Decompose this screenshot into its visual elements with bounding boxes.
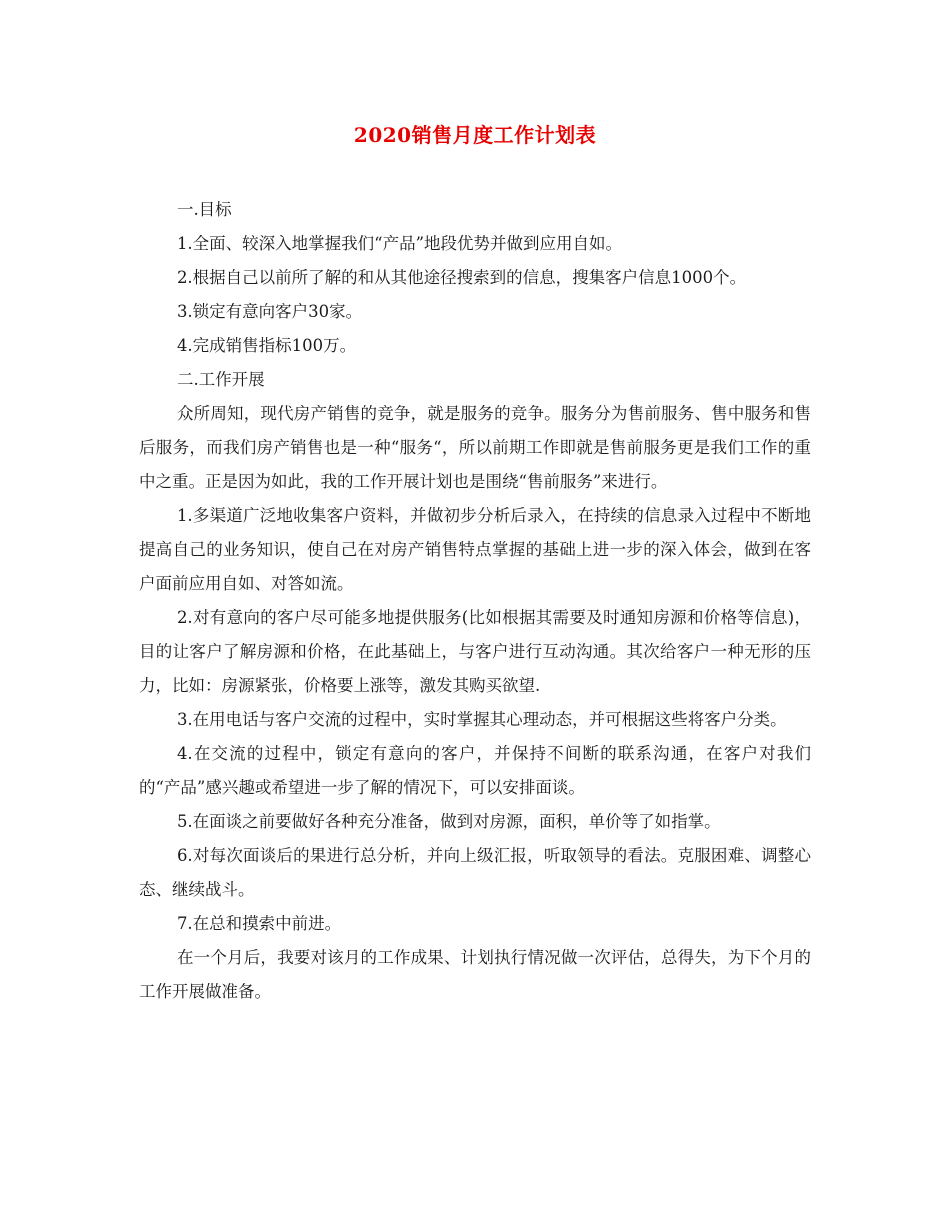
document-body [139,193,811,1009]
work-item-7: 7.在总和摸索中前进。 [176,914,342,933]
section-heading-goals: 一.目标 [176,200,232,219]
work-item-6: 6.对每次面谈后的果进行总分析，并向上级汇报，听取领导的看法。克服困难、调整心态、继续战斗。 [139,846,811,899]
work-item-3: 3.在用电话与客户交流的过程中，实时掌握其心理动态，并可根据这些将客户分类。 [176,710,787,729]
work-item-2: 2.对有意向的客户尽可能多地提供服务(比如根据其需要及时通知房源和价格等信息)，目的让客户了解房源和价格，在此基础上，与客户进行互动沟通。其次给客户一种无形的压力，比如：房源紧张，价格要上涨等，激发其购买欲望. [139,608,811,695]
section-heading-work: 二.工作开展 [176,370,265,389]
work-item-5: 5.在面谈之前要做好各种充分准备，做到对房源，面积，单价等了如指掌。 [176,812,721,831]
work-item-4: 4.在交流的过程中，锁定有意向的客户，并保持不间断的联系沟通，在客户对我们的“产品”感兴趣或希望进一步了解的情况下，可以安排面谈。 [139,744,811,797]
goal-item-4: 4.完成销售指标100万。 [176,336,357,355]
work-intro-paragraph: 众所周知，现代房产销售的竞争，就是服务的竞争。服务分为售前服务、售中服务和售后服务，而我们房产销售也是一种“服务“，所以前期工作即就是售前服务更是我们工作的重中之重。正是因为如此，我的工作开展计划也是围绕“售前服务”来进行。 [139,404,811,491]
closing-paragraph: 在一个月后，我要对该月的工作成果、计划执行情况做一次评估，总得失，为下个月的工作开展做准备。 [139,948,811,1001]
goal-item-3: 3.锁定有意向客户30家。 [176,302,363,321]
goal-item-1: 1.全面、较深入地掌握我们“产品”地段优势并做到应用自如。 [176,234,623,253]
document-title: 2020销售月度工作计划表 [353,123,597,147]
goal-item-2: 2.根据自己以前所了解的和从其他途径搜索到的信息，搜集客户信息1000个。 [176,268,747,287]
work-item-1: 1.多渠道广泛地收集客户资料，并做初步分析后录入，在持续的信息录入过程中不断地提高自己的业务知识，使自己在对房产销售特点掌握的基础上进一步的深入体会，做到在客户面前应用自如、对答如流。 [139,506,811,593]
